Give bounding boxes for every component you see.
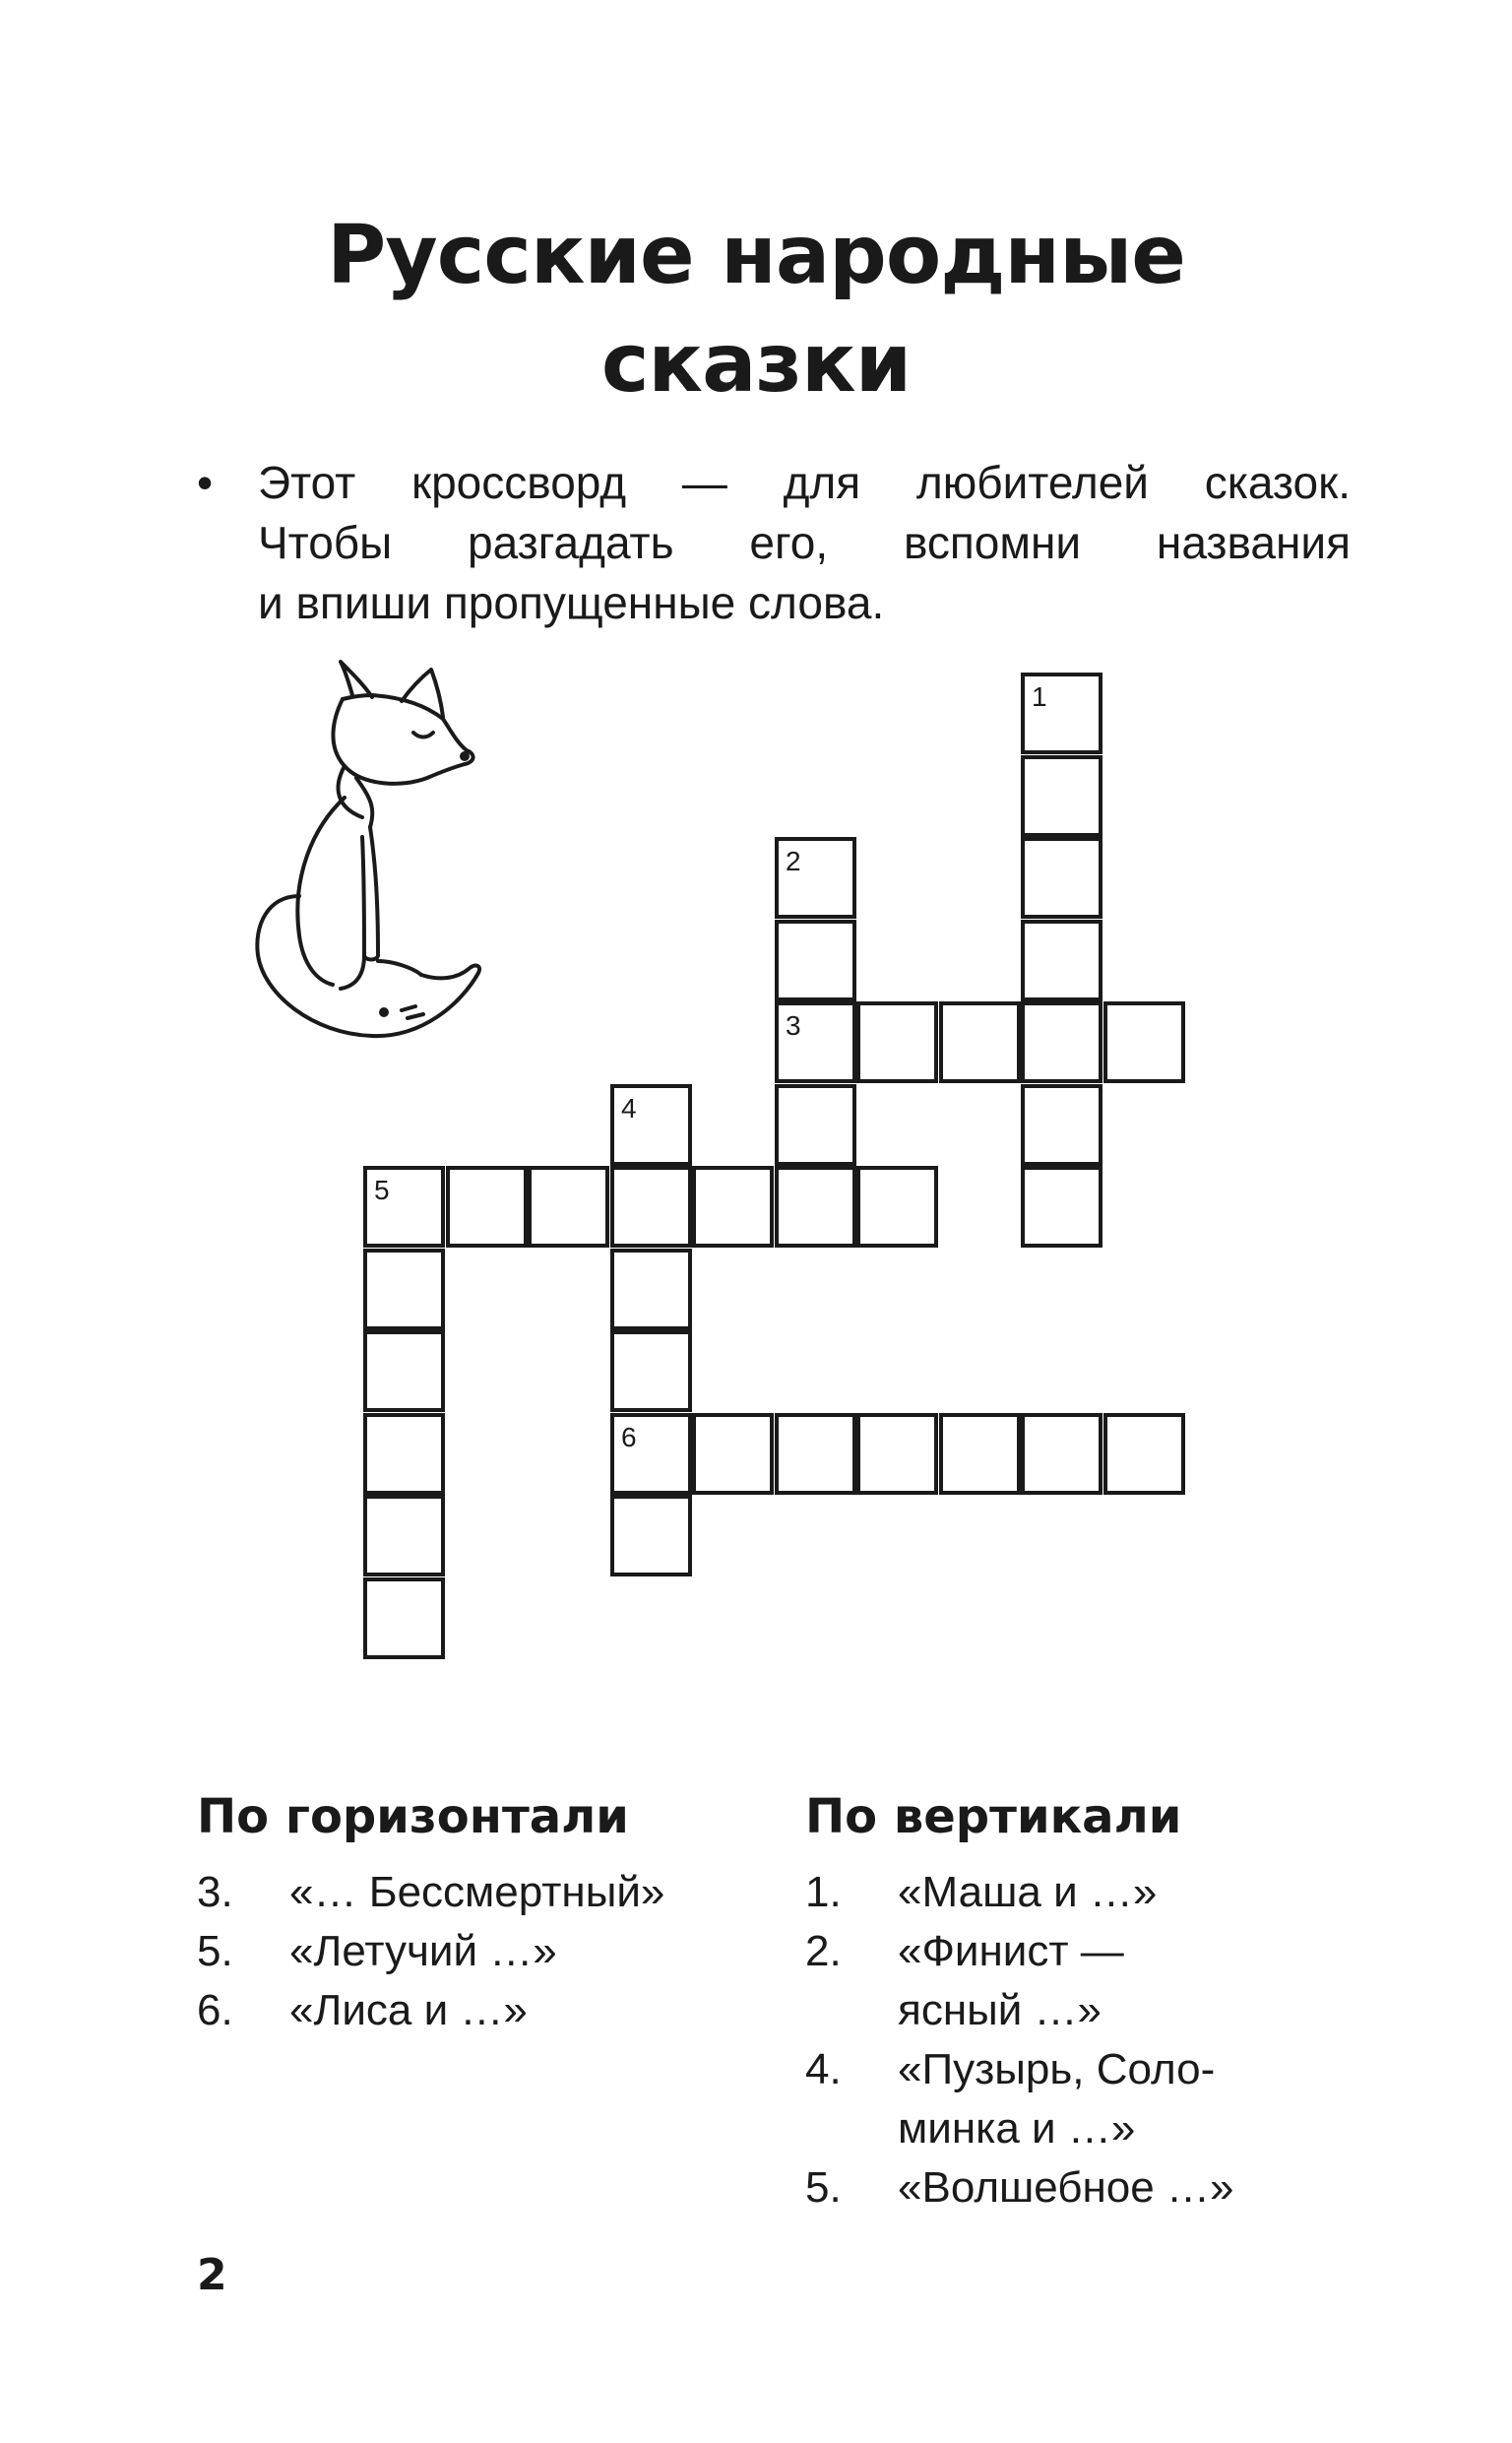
page-number: 2 bbox=[197, 2250, 227, 2300]
cell-number: 2 bbox=[786, 846, 801, 876]
cell-number: 3 bbox=[786, 1010, 801, 1041]
cell-number: 1 bbox=[1032, 681, 1047, 712]
intro-line: Чтобы разгадать его, вспомни названия bbox=[258, 517, 1351, 568]
bullet-icon: • bbox=[197, 457, 214, 508]
crossword-cell[interactable] bbox=[363, 1330, 445, 1412]
clue-number: 6. bbox=[197, 1986, 233, 2034]
crossword-cell[interactable] bbox=[939, 1001, 1021, 1083]
crossword-cell[interactable] bbox=[775, 1084, 856, 1166]
crossword-cell[interactable] bbox=[363, 1249, 445, 1330]
clue-text: ясный …» bbox=[898, 1986, 1102, 2034]
crossword-cell[interactable] bbox=[528, 1166, 609, 1248]
clue-across-3 bbox=[197, 1863, 768, 1922]
crossword-cell[interactable] bbox=[775, 1001, 856, 1083]
crossword-cell[interactable] bbox=[1021, 837, 1102, 919]
crossword-cell[interactable] bbox=[775, 920, 856, 1001]
vertical-heading: По вертикали bbox=[805, 1789, 1182, 1844]
crossword-cell[interactable] bbox=[610, 1330, 692, 1412]
crossword-cell[interactable] bbox=[692, 1166, 774, 1248]
crossword-cell[interactable] bbox=[363, 1577, 445, 1659]
horizontal-heading: По горизонтали bbox=[197, 1789, 629, 1844]
title-line-1: Русские народные bbox=[327, 209, 1185, 302]
crossword-cell[interactable] bbox=[610, 1413, 692, 1495]
crossword-cell[interactable] bbox=[1021, 755, 1102, 837]
crossword-cell[interactable] bbox=[775, 837, 856, 919]
crossword-cell[interactable] bbox=[610, 1166, 692, 1248]
crossword-cell[interactable] bbox=[363, 1495, 445, 1576]
vertical-clues bbox=[805, 1863, 1317, 2218]
clue-down-1 bbox=[805, 1863, 1317, 1922]
title-line-2: сказки bbox=[600, 317, 912, 411]
crossword-cell[interactable] bbox=[1103, 1001, 1185, 1083]
clue-text: минка и …» bbox=[898, 2104, 1136, 2153]
crossword-cell[interactable] bbox=[610, 1249, 692, 1330]
crossword-cell[interactable] bbox=[446, 1166, 528, 1248]
clue-text: «Маша и …» bbox=[898, 1868, 1158, 1916]
crossword-cell[interactable] bbox=[1021, 1001, 1102, 1083]
clue-down-4 bbox=[805, 2040, 1317, 2158]
crossword-cell[interactable] bbox=[775, 1166, 856, 1248]
clue-text: «Волшебное …» bbox=[898, 2163, 1234, 2212]
clue-text: «Лиса и …» bbox=[289, 1986, 528, 2034]
crossword-cell[interactable] bbox=[1021, 1413, 1102, 1495]
crossword-cell[interactable] bbox=[363, 1166, 445, 1248]
clue-text: «Пузырь, Соло- bbox=[898, 2045, 1216, 2093]
clue-number: 3. bbox=[197, 1868, 233, 1916]
crossword-cell[interactable] bbox=[692, 1413, 774, 1495]
crossword-cell[interactable] bbox=[1021, 1084, 1102, 1166]
crossword-cell[interactable] bbox=[1021, 1166, 1102, 1248]
cell-number: 6 bbox=[621, 1422, 637, 1452]
crossword-cell[interactable] bbox=[1103, 1413, 1185, 1495]
clue-text: «… Бессмертный» bbox=[289, 1868, 665, 1916]
clue-number: 4. bbox=[805, 2045, 842, 2093]
crossword-cell[interactable] bbox=[856, 1166, 938, 1248]
clue-text: «Летучий …» bbox=[289, 1927, 557, 1975]
clue-down-2 bbox=[805, 1922, 1317, 2040]
fox-icon bbox=[254, 660, 549, 1073]
intro-line: и впиши пропущенные слова. bbox=[258, 577, 885, 628]
clue-down-5 bbox=[805, 2158, 1317, 2218]
clue-number: 2. bbox=[805, 1927, 842, 1975]
clue-number: 1. bbox=[805, 1868, 842, 1916]
crossword-cell[interactable] bbox=[856, 1413, 938, 1495]
crossword-cell[interactable] bbox=[363, 1413, 445, 1495]
intro-line: Этот кроссворд — для любителей сказок. bbox=[258, 457, 1351, 508]
clue-across-5 bbox=[197, 1922, 768, 1981]
clue-across-6 bbox=[197, 1981, 768, 2040]
crossword-cell[interactable] bbox=[1021, 673, 1102, 754]
horizontal-clues bbox=[197, 1863, 768, 2040]
cell-number: 4 bbox=[621, 1093, 637, 1124]
page-title bbox=[0, 202, 1512, 418]
crossword-cell[interactable] bbox=[856, 1001, 938, 1083]
clue-number: 5. bbox=[805, 2163, 842, 2212]
crossword-cell[interactable] bbox=[775, 1413, 856, 1495]
crossword-cell[interactable] bbox=[1021, 920, 1102, 1001]
crossword-cell[interactable] bbox=[610, 1495, 692, 1576]
cell-number: 5 bbox=[374, 1175, 390, 1205]
crossword-cell[interactable] bbox=[610, 1084, 692, 1166]
clue-text: «Финист — bbox=[898, 1927, 1124, 1975]
crossword-cell[interactable] bbox=[939, 1413, 1021, 1495]
clue-number: 5. bbox=[197, 1927, 233, 1975]
